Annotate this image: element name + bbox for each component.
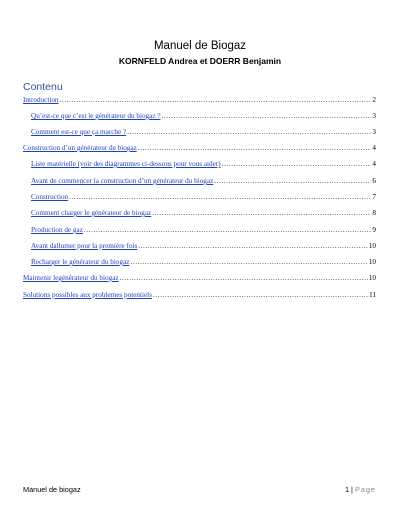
toc-entry[interactable] xyxy=(31,241,376,251)
toc-entry[interactable] xyxy=(23,95,376,105)
toc-page-number: 2 xyxy=(372,96,376,104)
toc-dot-leader xyxy=(60,96,372,105)
toc-dot-leader xyxy=(127,128,371,137)
toc-dot-leader xyxy=(214,177,371,186)
toc-entry[interactable] xyxy=(31,111,376,121)
toc-dot-leader xyxy=(162,112,372,121)
toc-entry-link[interactable]: Maintenir legénérateur du biogaz xyxy=(23,274,119,282)
footer-title: Manuel de biogaz xyxy=(23,485,81,494)
toc-entry[interactable] xyxy=(23,143,376,153)
toc-dot-leader xyxy=(222,160,372,169)
toc-page-number: 10 xyxy=(368,274,376,282)
toc-entry-link[interactable]: Introduction xyxy=(23,96,59,104)
footer-page-indicator xyxy=(345,485,376,495)
toc-dot-leader xyxy=(84,226,372,235)
toc-dot-leader xyxy=(152,209,371,218)
toc-entry-link[interactable]: Comment charger le générateur de biogaz xyxy=(31,209,152,217)
document-title: Manuel de Biogaz xyxy=(153,40,247,52)
toc-page-number: 6 xyxy=(372,177,376,185)
toc-page-number: 3 xyxy=(372,112,376,120)
toc-page-number: 8 xyxy=(372,209,376,217)
toc-entry[interactable] xyxy=(31,176,376,186)
toc-page-number: 4 xyxy=(372,160,376,168)
toc-entry-link[interactable]: Comment est-ce que ça marche ? xyxy=(31,128,127,136)
toc-entry-link[interactable]: Avant dallumer pour la première fois xyxy=(31,242,138,250)
toc-entry[interactable] xyxy=(23,290,376,300)
toc-page-number: 10 xyxy=(368,242,376,250)
toc-dot-leader xyxy=(138,144,372,153)
toc-page-number: 11 xyxy=(369,291,376,299)
toc-entry-link[interactable]: Construction xyxy=(31,193,69,201)
toc-dot-leader xyxy=(138,242,368,251)
toc-entry[interactable] xyxy=(31,208,376,218)
footer-separator: | xyxy=(351,485,353,494)
toc-entry-link[interactable]: Solutions possibles aux problemes potentiels xyxy=(23,291,152,299)
toc-dot-leader xyxy=(69,193,371,202)
toc-dot-leader xyxy=(120,274,368,283)
toc-entry-link[interactable]: Construction d’un générateur de biogaz xyxy=(23,144,137,152)
toc-heading: Contenu xyxy=(23,81,63,93)
toc-entry-link[interactable]: Liste matérielle (voir des diagrammes ci-dessous pour vous aider) xyxy=(31,160,221,168)
toc-dot-leader xyxy=(153,291,368,300)
footer-page-word: Page xyxy=(354,485,376,494)
toc-entry[interactable] xyxy=(31,127,376,137)
toc-entry-link[interactable]: Qu’est-ce que c’est le générateur du biogaz ? xyxy=(31,112,161,120)
toc-entry[interactable] xyxy=(23,273,376,283)
toc-page-number: 9 xyxy=(372,226,376,234)
toc-page-number: 3 xyxy=(372,128,376,136)
document-authors: KORNFELD Andrea et DOERR Benjamin xyxy=(118,56,282,66)
toc-entry[interactable] xyxy=(31,257,376,267)
toc-entry[interactable] xyxy=(31,192,376,202)
toc-entry[interactable] xyxy=(31,159,376,169)
toc-entry-link[interactable]: Production de gaz xyxy=(31,226,83,234)
toc-page-number: 10 xyxy=(368,258,376,266)
toc-entry-link[interactable]: Avant de commencer la construction d’un générateur du biogaz xyxy=(31,177,214,185)
footer-page-number: 1 xyxy=(344,485,350,494)
toc-entry-link[interactable]: Recharger le générateur du biogaz xyxy=(31,258,130,266)
toc-entry[interactable] xyxy=(31,225,376,235)
toc-page-number: 7 xyxy=(372,193,376,201)
toc-page-number: 4 xyxy=(372,144,376,152)
toc-dot-leader xyxy=(130,258,367,267)
